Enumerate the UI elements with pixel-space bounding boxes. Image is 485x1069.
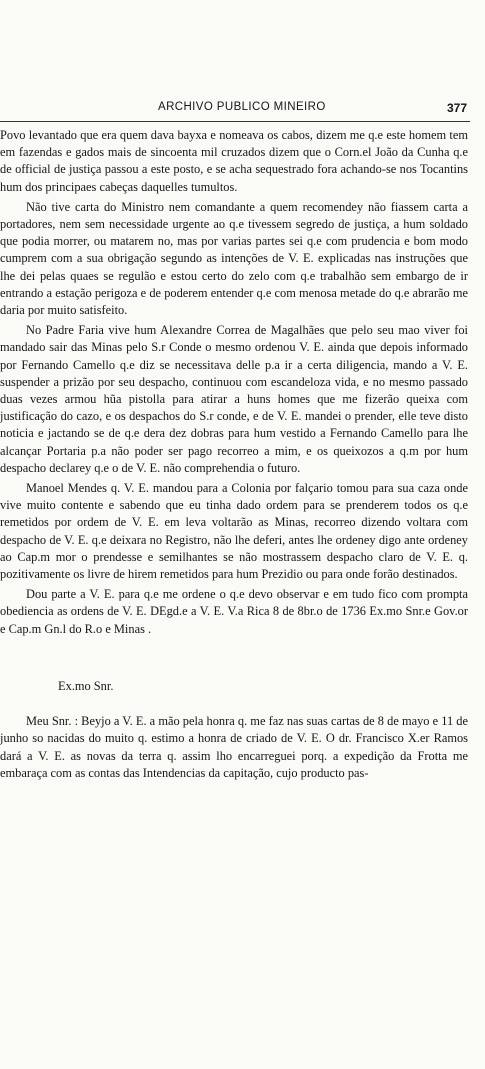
body-text xyxy=(0,127,468,785)
running-header xyxy=(0,101,485,119)
paragraph-4: Manoel Mendes q. V. E. mandou para a Colonia por falçario tomou para sua caza onde vive muito contente e sabendo que eu tinha dado ordem para se prenderem todos os q.e remetidos por ordem de V. E. em leva voltarão as Minas, recorreo dizendo voltara com despacho de V. E. q.e deixara no Registro, não lhe deferi, antes lhe ordeney digo ante ordeney ao Cap.m mor o prendesse e semilhantes se não mostrassem despacho claro de V. E. q. pozitivamente os livre de hirem remetidos para hum Prezidio ou para onde forão destinados. xyxy=(0,481,468,582)
paragraph-3: No Padre Faria vive hum Alexandre Correa de Magalhães que pelo seu mao viver foi mandado sair das Minas pelo S.r Conde o mesmo ordenou V. E. ainda que depois informado por Fernando Camello q.e diz se necessitava delle p.a ir a certa diligencia, mando a V. E. suspender a prizão por seu despacho, continuou com escandeloza vida, e no mesmo passado duas vezes armou hũa pistolla para atirar a huns homes que me fizerão queixa com justificação do cazo, e os despachos do S.r conde, e de V. E. mandei o prender, elle teve disto noticia e jactando se de q.e dera dez dobras para hum vestido a Fernando Camello para lhe alcançar Portaria p.a não poder ser pago recorreo a mim, e os queixozos a q.m por hum despacho declarey q.e o de V. E. não comprehendia o futuro. xyxy=(0,323,468,475)
header-rule xyxy=(0,121,470,122)
letter-salutation: Ex.mo Snr. xyxy=(58,678,114,693)
page-number: 377 xyxy=(446,101,467,115)
letter-paragraph: Meu Snr. : Beyjo a V. E. a mão pela honra q. me faz nas suas cartas de 8 de mayo e 11 de junho so nacidas do muito q. estimo a honra de criado de V. E. O dr. Francisco X.er Ramos dará a V. E. as novas da terra q. assim lho encarreguei porq. a expedição da Frotta me embaraça com as contas das Intendencias da capitação, cujo producto pas- xyxy=(0,714,468,780)
paragraph-2: Não tive carta do Ministro nem comandante a quem recomendey não fiassem carta a portadores, nem sem necessidade urgente ao q.e tivessem segredo de justiça, a hum soldado que podia morrer, ou matarem no, mas por varias partes sei q.e com prudencia e bom modo cumprem com a sua obrigação segundo as intenções de V. E. explicadas nas instruções que lhe dei pelas quaes se regulão e estou certo do zelo com q.e trabalhão sem embargo de ir entrando a estação perigoza e de poderem entender q.e com menosa metade do q.e abrarão me daria por muito satisfeito. xyxy=(0,199,468,318)
paragraph-5: Dou parte a V. E. para q.e me ordene o q.e devo observar e em tudo fico com prompta obediencia as ordens de V. E. DEgd.e a V. E. V.a Rica 8 de 8br.o de 1736 Ex.mo Snr.e Gov.or e Cap.m Gn.l do R.o e Minas . xyxy=(0,587,468,636)
paragraph-1: Povo levantado que era quem dava bayxa e nomeava os cabos, dizem me q.e este homem tem em fazendas e gados mais de sincoenta mil cruzados dizem que o Corn.el João da Cunha q.e de official de justiça passou a este posto, e se acha sequestrado fora achando-se nos Tocantins hum dos principaes cabeças daquelles tumultos. xyxy=(0,128,468,194)
header-title: ARCHIVO PUBLICO MINEIRO xyxy=(158,101,326,113)
